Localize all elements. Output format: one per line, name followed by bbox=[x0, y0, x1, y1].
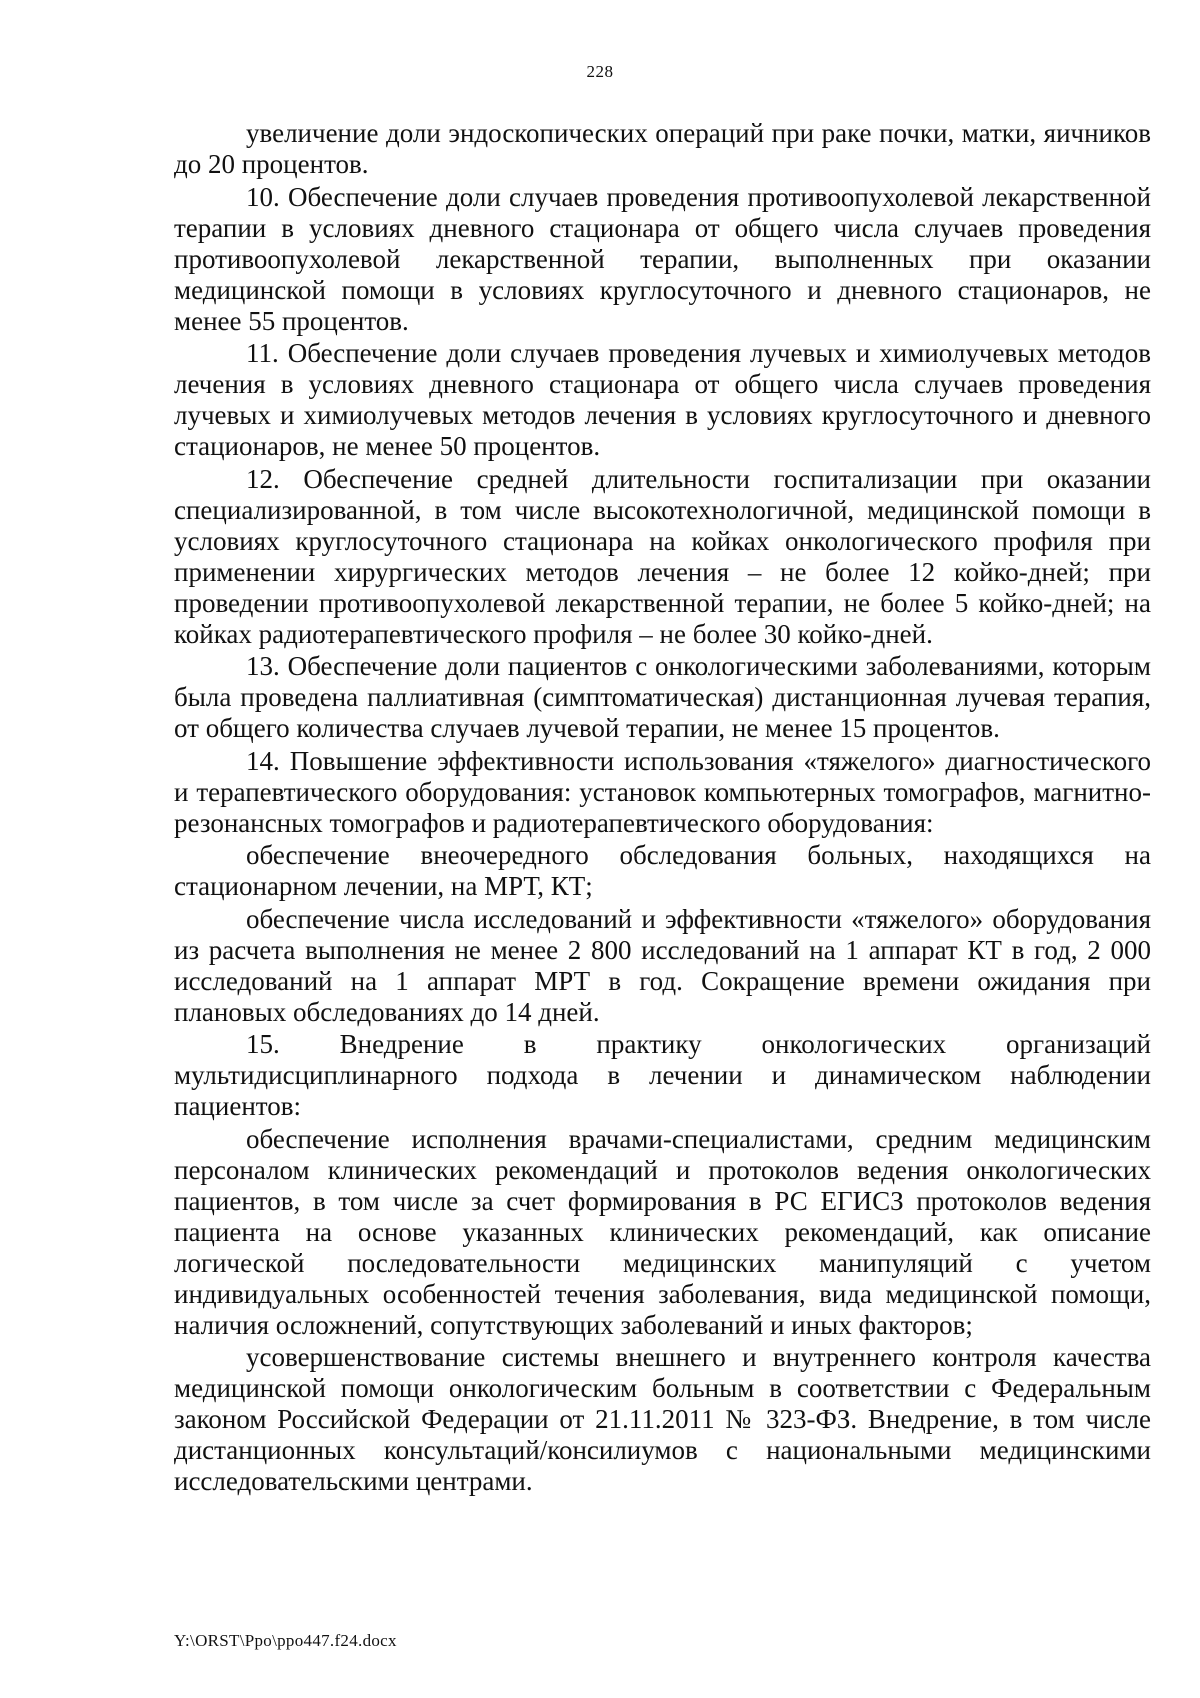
paragraph-item-15-sub-2: усовершенствование системы внешнего и внутреннего контроля качества медицинской помощи онкологическим больным в соответствии с Федеральным законом Российской Федерации от 21.11.2011 № 323-ФЗ. Внедрение, в том числе дистанционных консультаций/консилиумов с национальными медицинскими исследовательскими центрами. bbox=[174, 1342, 1151, 1496]
document-body bbox=[174, 118, 1151, 1499]
paragraph-item-14-sub-2: обеспечение числа исследований и эффективности «тяжелого» оборудования из расчета выполнения не менее 2 800 исследований на 1 аппарат КТ в год, 2 000 исследований на 1 аппарат МРТ в год. Сокращение времени ожидания при плановых обследованиях до 14 дней. bbox=[174, 903, 1151, 1027]
paragraph-item-15-sub-1: обеспечение исполнения врачами-специалистами, средним медицинским персоналом клинических рекомендаций и протоколов ведения онкологических пациентов, в том числе за счет формирования в РС ЕГИСЗ протоколов ведения пациента на основе указанных клинических рекомендаций, как описание логической последовательности медицинских манипуляций с учетом индивидуальных особенностей течения заболевания, вида медицинской помощи, наличия осложнений, сопутствующих заболеваний и иных факторов; bbox=[174, 1123, 1151, 1340]
paragraph-item-14-sub-1: обеспечение внеочередного обследования больных, находящихся на стационарном лечении, на МРТ, КТ; bbox=[174, 840, 1151, 901]
paragraph-item-12: 12. Обеспечение средней длительности госпитализации при оказании специализированной, в том числе высокотехнологичной, медицинской помощи в условиях круглосуточного стационара на койках онкологического профиля при применении хирургических методов лечения – не более 12 койко-дней; при проведении противоопухолевой лекарственной терапии, не более 5 койко-дней; на койках радиотерапевтического профиля – не более 30 койко-дней. bbox=[174, 463, 1151, 649]
paragraph-item-14: 14. Повышение эффективности использования «тяжелого» диагностического и терапевтического оборудования: установок компьютерных томографов, магнитно-резонансных томографов и радиотерапевтического оборудования: bbox=[174, 745, 1151, 838]
footer-file-path: Y:\ORST\Ppo\ppo447.f24.docx bbox=[174, 1631, 397, 1650]
paragraph-item-10: 10. Обеспечение доли случаев проведения противоопухолевой лекарственной терапии в условиях дневного стационара от общего числа случаев проведения противоопухолевой лекарственной терапии, выполненных при оказании медицинской помощи в условиях круглосуточного и дневного стационаров, не менее 55 процентов. bbox=[174, 181, 1151, 336]
paragraph-item-11: 11. Обеспечение доли случаев проведения лучевых и химиолучевых методов лечения в условиях дневного стационара от общего числа случаев проведения лучевых и химиолучевых методов лечения в условиях круглосуточного и дневного стационаров, не менее 50 процентов. bbox=[174, 338, 1151, 461]
paragraph-continuation: увеличение доли эндоскопических операций при раке почки, матки, яичников до 20 процентов. bbox=[174, 118, 1151, 179]
paragraph-item-13: 13. Обеспечение доли пациентов с онкологическими заболеваниями, которым была проведена паллиативная (симптоматическая) дистанционная лучевая терапия, от общего количества случаев лучевой терапии, не менее 15 процентов. bbox=[174, 651, 1151, 743]
page-number: 228 bbox=[586, 62, 614, 81]
paragraph-item-15: 15. Внедрение в практику онкологических организаций мультидисциплинарного подхода в лечении и динамическом наблюдении пациентов: bbox=[174, 1029, 1151, 1121]
